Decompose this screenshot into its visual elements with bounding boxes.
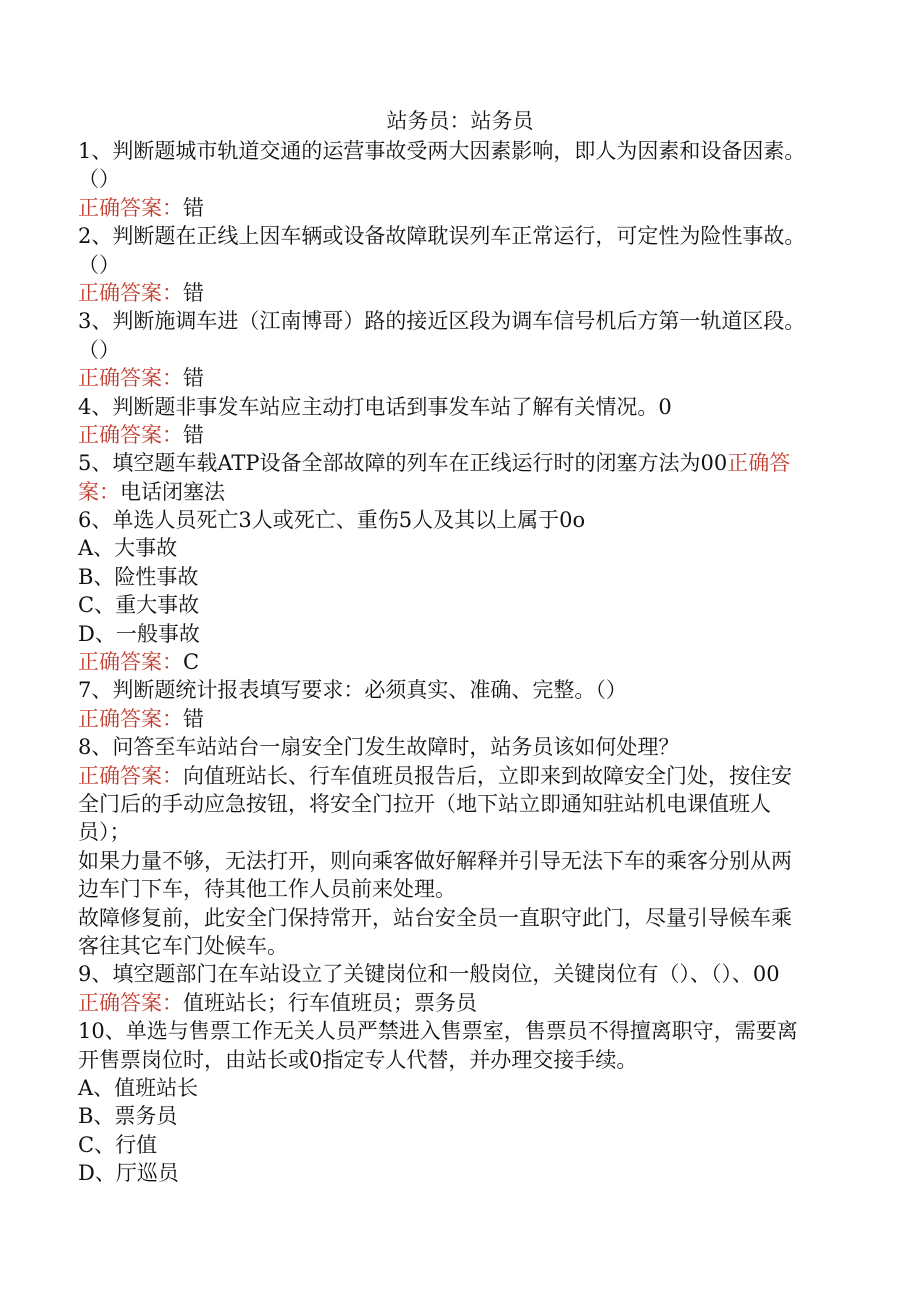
question-4-text: 4、判断题非事发车站应主动打电话到事发车站了解有关情况。0 bbox=[78, 394, 672, 419]
answer-value: 向值班站长、行车值班员报告后，立即来到故障安全门处，按住安 bbox=[183, 763, 792, 788]
page-title: 站务员：站务员 bbox=[386, 109, 534, 133]
question-5-answer bbox=[78, 478, 838, 506]
question-10-option-a: A、值班站长 bbox=[78, 1075, 199, 1100]
answer-label: 正确答案： bbox=[78, 650, 183, 675]
question-5-text bbox=[78, 449, 838, 477]
answer-value: 错 bbox=[183, 366, 204, 391]
question-6-answer bbox=[78, 648, 838, 676]
question-8-answer bbox=[78, 762, 838, 790]
question-2-answer bbox=[78, 279, 838, 307]
question-10-text-line-2: 开售票岗位时，由站长或0指定专人代替，并办理交接手续。 bbox=[78, 1047, 638, 1072]
question-10-option-d: D、厅巡员 bbox=[78, 1161, 179, 1186]
question-1-text: 1、判断题城市轨道交通的运营事故受两大因素影响，即人为因素和设备因素。 bbox=[78, 139, 806, 163]
question-7-text: 7、判断题统计报表填写要求：必须真实、准确、完整。（） bbox=[78, 678, 627, 703]
answer-label-part2: 案： bbox=[78, 479, 120, 504]
question-8-text: 8、问答至车站站台一扇安全门发生故障时，站务员该如何处理？ bbox=[78, 735, 680, 760]
answer-label-part1: 正确答 bbox=[727, 451, 791, 476]
answer-label: 正确答案： bbox=[78, 990, 183, 1015]
answer-label: 正确答案： bbox=[78, 763, 183, 788]
question-7-answer bbox=[78, 705, 838, 733]
question-10-option-c: C、行值 bbox=[78, 1132, 158, 1157]
question-6-option-a: A、大事故 bbox=[78, 536, 178, 561]
question-8-paragraph-2-line-1: 如果力量不够，无法打开，则向乘客做好解释并引导无法下车的乘客分别从两 bbox=[78, 848, 792, 873]
question-9-answer bbox=[78, 989, 838, 1017]
question-2-text: 2、判断题在正线上因车辆或设备故障耽误列车正常运行，可定性为险性事故。 bbox=[78, 224, 806, 249]
question-6-option-b: B、险性事故 bbox=[78, 564, 199, 589]
question-2-blank: （） bbox=[78, 252, 120, 277]
answer-label: 正确答案： bbox=[78, 280, 183, 305]
answer-value: 错 bbox=[183, 422, 204, 447]
answer-label: 正确答案： bbox=[78, 366, 183, 391]
question-list bbox=[78, 137, 838, 1187]
question-6-option-d: D、一般事故 bbox=[78, 621, 200, 646]
question-3-answer bbox=[78, 364, 838, 392]
answer-label: 正确答案： bbox=[78, 706, 183, 731]
question-8-paragraph-3-line-2: 客往其它车门处候车。 bbox=[78, 933, 288, 958]
answer-value: C bbox=[183, 650, 200, 675]
question-6-option-c: C、重大事故 bbox=[78, 593, 200, 618]
answer-value: 错 bbox=[183, 706, 204, 731]
question-8-answer-line-3: 员）； bbox=[78, 820, 131, 845]
question-3-text: 3、判断施调车进（江南博哥）路的接近区段为调车信号机后方第一轨道区段。 bbox=[78, 309, 806, 334]
question-8-paragraph-2-line-2: 边车门下车，待其他工作人员前来处理。 bbox=[78, 877, 456, 902]
question-4-answer bbox=[78, 421, 838, 449]
question-5-body: 5、填空题车载ATP设备全部故障的列车在正线运行时的闭塞方法为00 bbox=[78, 451, 728, 476]
answer-value: 错 bbox=[183, 280, 204, 305]
question-8-paragraph-3-line-1: 故障修复前，此安全门保持常开，站台安全员一直职守此门，尽量引导候车乘 bbox=[78, 905, 792, 930]
question-3-blank: （） bbox=[78, 337, 120, 362]
question-1-blank: （） bbox=[78, 167, 120, 192]
answer-value: 电话闭塞法 bbox=[120, 479, 225, 504]
answer-value: 值班站长；行车值班员；票务员 bbox=[183, 990, 477, 1015]
question-6-text: 6、单选人员死亡3人或死亡、重伤5人及其以上属于0o bbox=[78, 508, 586, 533]
question-10-option-b: B、票务员 bbox=[78, 1104, 178, 1129]
question-1-answer bbox=[78, 194, 838, 222]
question-8-answer-line-2: 全门后的手动应急按钮，将安全门拉开（地下站立即通知驻站机电课值班人 bbox=[78, 791, 771, 816]
question-10-text: 10、单选与售票工作无关人员严禁进入售票室，售票员不得擅离职守，需要离 bbox=[78, 1019, 798, 1044]
question-9-text: 9、填空题部门在车站设立了关键岗位和一般岗位，关键岗位有（）、（）、00 bbox=[78, 962, 780, 987]
answer-label: 正确答案： bbox=[78, 195, 183, 220]
answer-label: 正确答案： bbox=[78, 422, 183, 447]
answer-value: 错 bbox=[183, 195, 204, 220]
